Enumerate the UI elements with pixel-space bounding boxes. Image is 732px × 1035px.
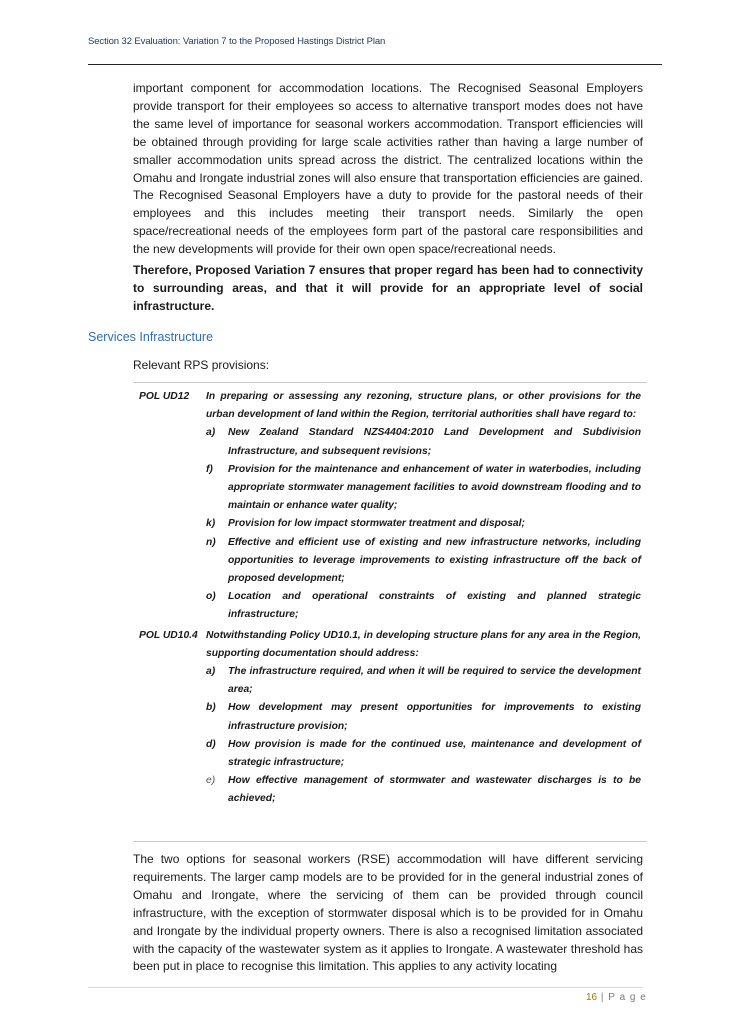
- policy-ud12: [133, 388, 647, 625]
- clause-text: New Zealand Standard NZS4404:2010 Land Development and Subdivision Infrastructure, and subsequent revisions;: [228, 427, 641, 457]
- policy-clause: [206, 424, 641, 460]
- page-footer: [586, 992, 647, 1003]
- policy-clause: [206, 663, 641, 699]
- clause-text: How effective management of stormwater and wastewater discharges is to be achieved;: [228, 775, 641, 805]
- clause-text: Effective and efficient use of existing and new infrastructure networks, including opportunities to leverage improvements to existing infrastructure off the back of proposed development;: [228, 536, 641, 585]
- intro-paragraph: important component for accommodation locations. The Recognised Seasonal Employers provide transport for their employees so access to alternative transport modes does not have the same level of importance for seasonal workers accommodation. Transport efficiencies will be obtained through providing for large scale activities rather than having a large number of smaller accommodation units spread across the district. The centralized locations within the Omahu and Irongate industrial zones will also ensure that transportation efficiencies are gained. The Recognised Seasonal Employers have a duty to provide for the pastoral needs of their employees and this includes meeting their transport needs. Similarly the open space/recreational needs of the employees form part of the pastoral care responsibilities and the new developments will provide for their own open space/recreational needs.: [133, 81, 643, 257]
- page-label: P a g e: [608, 992, 647, 1003]
- clause-letter: a): [206, 427, 216, 439]
- footer-divider: [88, 987, 643, 988]
- clause-text: The infrastructure required, and when it will be required to service the development area;: [228, 666, 641, 696]
- policy-intro: Notwithstanding Policy UD10.1, in developing structure plans for any area in the Region, supporting documentation should address:: [206, 629, 641, 659]
- policy-ud10-4: [133, 627, 647, 809]
- footer-separator: |: [600, 992, 605, 1003]
- clause-letter: d): [206, 738, 216, 750]
- clause-text: Location and operational constraints of existing and planned strategic infrastructure;: [228, 591, 641, 621]
- clause-letter: a): [206, 666, 216, 678]
- clause-letter: n): [206, 536, 216, 548]
- clause-letter: k): [206, 518, 216, 530]
- policy-clause: [206, 772, 641, 808]
- policy-code: POL UD12: [139, 391, 190, 402]
- policy-clause: [206, 736, 641, 772]
- policy-clause: [206, 699, 641, 735]
- clause-letter: f): [206, 463, 213, 475]
- clause-text: Provision for low impact stormwater treatment and disposal;: [228, 518, 525, 530]
- conclusion-paragraph: Therefore, Proposed Variation 7 ensures that proper regard has been had to connectivity to surrounding areas, and that it will provide for an appropriate level of social infrastructure.: [133, 263, 643, 313]
- table-bottom-rule: [133, 841, 647, 842]
- policy-clause: [206, 461, 641, 516]
- policy-clause: [206, 534, 641, 589]
- section-heading: Services Infrastructure: [88, 330, 214, 344]
- clause-letter: o): [206, 591, 216, 603]
- clause-letter: e): [206, 775, 216, 787]
- policy-intro: In preparing or assessing any rezoning, structure plans, or other provisions for the urban development of land within the Region, territorial authorities shall have regard to:: [206, 391, 641, 421]
- header-divider: [88, 64, 662, 65]
- page-header-title: Section 32 Evaluation: Variation 7 to the Proposed Hastings District Plan: [88, 36, 386, 47]
- clause-text: How provision is made for the continued use, maintenance and development of strategic infrastructure;: [228, 738, 641, 769]
- services-paragraph: The two options for seasonal workers (RSE) accommodation will have different servicing requirements. The larger camp models are to be provided for in the general industrial zones of Omahu and Irongate, where the servicing of them can be provided through council infrastructure, with the exception of stormwater disposal which is to be provided for in Omahu and Irongate by the individual property owners. There is also a recognised limitation associated with the capacity of the wastewater system as it applies to Irongate. A wastewater threshold has been put in place to recognise this limitation. This applies to any activity locating: [133, 852, 643, 974]
- clause-text: Provision for the maintenance and enhancement of water in waterbodies, including appropriate stormwater management facilities to avoid downstream flooding and to maintain or enhance water quality;: [228, 463, 641, 512]
- clause-letter: b): [206, 702, 216, 714]
- policy-table: [133, 388, 647, 809]
- rps-provisions-label: Relevant RPS provisions:: [133, 358, 270, 372]
- clause-text: How development may present opportunities for improvements to existing infrastructure provision;: [228, 702, 641, 732]
- policy-code: POL UD10.4: [139, 629, 198, 641]
- page-number: 16: [586, 992, 598, 1003]
- policy-clause: [206, 588, 641, 624]
- table-top-rule: [133, 382, 647, 383]
- policy-clause: [206, 515, 641, 533]
